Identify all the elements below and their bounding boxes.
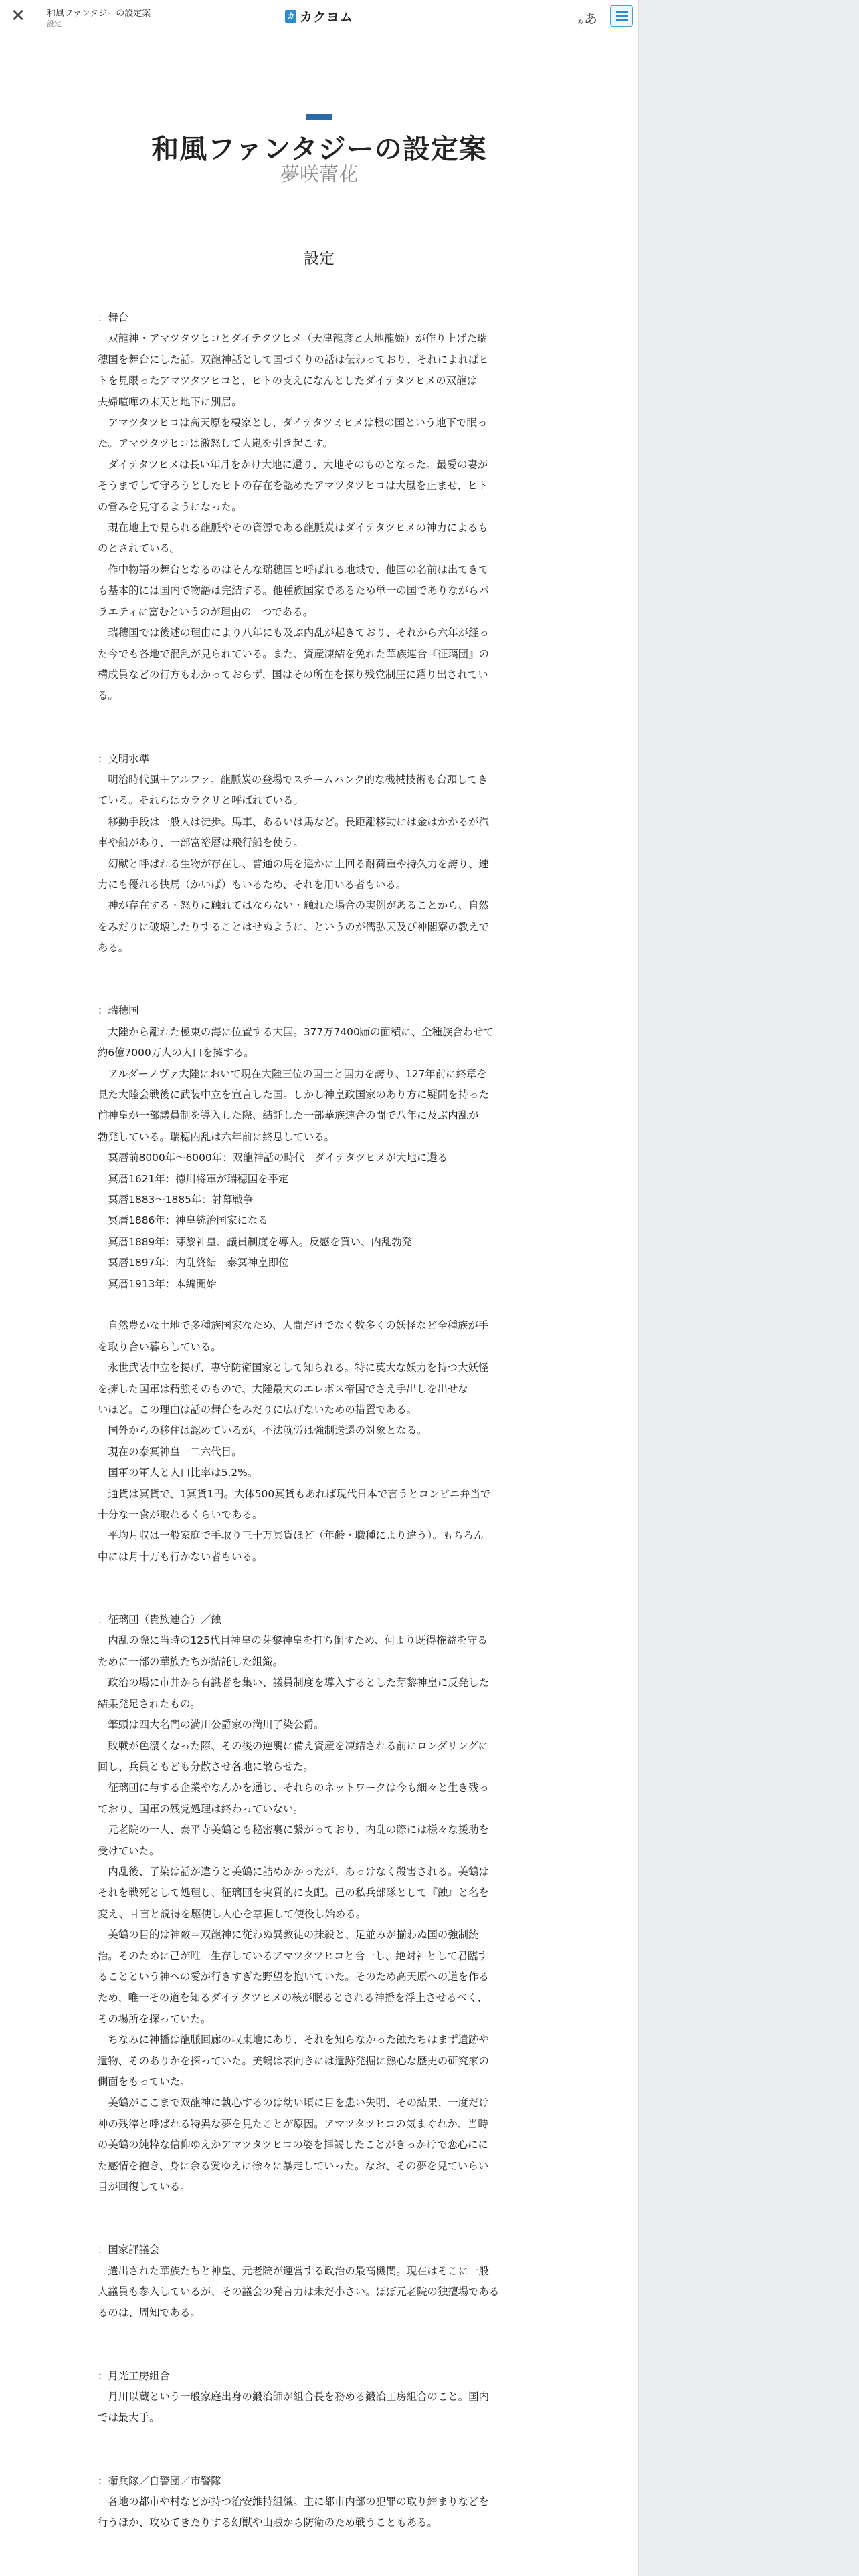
- body-line: た今でも各地で混乱が見られている。また、資産凍結を免れた華族連合『征璃団』の: [98, 647, 489, 660]
- body-line: 月川以蔵という一般家庭出身の鍛冶師が組合長を務める鍛冶工房組合のこと。国内: [98, 2391, 489, 2403]
- blank-line: [98, 2450, 541, 2470]
- body-line: ：舞台: [98, 312, 129, 324]
- episode-body: [98, 308, 541, 2534]
- body-line: 瑞穂国では後述の理由により八年にも及ぶ内乱が起きており、それから六年が経っ: [98, 627, 489, 639]
- body-line: 国軍の軍人と人口比率は5.2%。: [98, 1467, 258, 1479]
- body-line: ：月光工房組合: [98, 2369, 170, 2382]
- body-line: アルダーノヴァ大陸において現在大陸三位の国土と国力を誇り、127年前に終章を: [98, 1067, 487, 1080]
- body-line: 人議員も参入しているが、その議会の発言力は未だ小さい。ほぼ元老院の独擅場である: [98, 2286, 500, 2298]
- body-line: 神の残滓と呼ばれる特異な夢を見たことが原因。アマツタツヒコの気まぐれか、当時: [98, 2117, 488, 2130]
- body-line: も基本的には国内で物語は完結する。他種族国家であるため単一の国でありながらバ: [98, 584, 489, 597]
- body-line: 見た大陸会戦後に武装中立を宣言した国。しかし神皇政国家のあり方に疑問を持った: [98, 1088, 489, 1101]
- body-line: 永世武装中立を掲げ、専守防衛国家として知られる。特に莫大な妖力を持つ大妖怪: [98, 1362, 489, 1374]
- body-line: ている。それらはカラクリと呼ばれている。: [98, 794, 304, 807]
- body-line: ：瑞穂国: [98, 1004, 139, 1017]
- body-line: るのは、周知である。: [98, 2306, 201, 2319]
- body-line: それを戦死として処理し、征璃団を実質的に支配。己の私兵部隊として『蝕』と名を: [98, 1887, 489, 1899]
- body-line: 前神皇が一部議員制を導入した際、結託した一部華族連合の間で八年に及ぶ内乱が: [98, 1109, 479, 1122]
- blank-line: [98, 980, 541, 1000]
- blank-line: [98, 2429, 541, 2450]
- body-line: のとされている。: [98, 542, 181, 555]
- blank-line: [98, 1589, 541, 1610]
- body-line: を取り合い暮らしている。: [98, 1340, 221, 1353]
- blank-line: [98, 2219, 541, 2240]
- body-line: 現在の泰冥神皇一二六代目。: [98, 1445, 242, 1458]
- body-line: 自然豊かな土地で多種族国家なため、人間だけでなく数多くの妖怪など全種族が手: [98, 1319, 489, 1332]
- body-line: ており、国軍の残党処理は終わっていない。: [98, 1802, 304, 1815]
- body-line: 征璃団に与する企業やなんかを通じ、それらのネットワークは今も細々と生き残っ: [98, 1782, 489, 1794]
- body-line: を擁した国軍は精強そのもので、大陸最大のエレボス帝国でさえ手出しを出せな: [98, 1382, 468, 1395]
- body-line: の営みを見守るようになった。: [98, 500, 242, 513]
- body-line: た感情を抱き、身に余る愛ゆえに徐々に暴走していった。なお、その夢を見ていらい: [98, 2159, 489, 2172]
- sidebar: [638, 0, 859, 2576]
- body-line: ために一部の華族たちが結託した組織。: [98, 1655, 284, 1668]
- body-line: 冥暦1897年：内乱終結 泰冥神皇即位: [98, 1257, 289, 1269]
- body-line: 作中物語の舞台となるのはそんな瑞穂国と呼ばれる地域で、他国の名前は出てきて: [98, 563, 489, 576]
- kakuyomu-logo[interactable]: [285, 9, 353, 23]
- body-line: 内乱の際に当時の125代目神皇の芽黎神皇を打ち倒すため、何より既得権益を守る: [98, 1634, 488, 1647]
- body-line: ：文明水準: [98, 752, 149, 765]
- body-line: た。アマツタツヒコは激怒して大嵐を引き起こす。: [98, 437, 333, 450]
- body-line: ある。: [98, 942, 129, 954]
- body-line: 内乱後、了染は話が違うと美鶴に詰めかかったが、あっけなく殺害される。美鶴は: [98, 1865, 489, 1878]
- title-accent-bar: [306, 114, 332, 120]
- body-line: 行うほか、攻めてきたりする幻獣や山賊から防衛のため戦うこともある。: [98, 2516, 438, 2529]
- blank-line: [98, 707, 541, 728]
- body-line: 結果発足されたもの。: [98, 1697, 201, 1710]
- body-line: の美鶴の純粋な信仰ゆえかアマツタツヒコの姿を拝謁したことがきっかけで恋心にに: [98, 2139, 488, 2151]
- reader-header: [0, 0, 638, 35]
- body-line: 力にも優れる快馬（かいば）もいるため、それを用いる者もいる。: [98, 878, 407, 891]
- body-line: 中には月十万も行かない者もいる。: [98, 1550, 263, 1563]
- body-line: ることという神への愛が行きすぎた野望を抱いていた。そのため高天原への道を作る: [98, 1970, 489, 1983]
- toc-menu-button[interactable]: [610, 5, 633, 27]
- body-line: 受けていた。: [98, 1844, 160, 1857]
- blank-line: [98, 959, 541, 980]
- body-line: 穂国を舞台にした話。双龍神話として国づくりの話は伝わっており、それによればヒ: [98, 353, 489, 366]
- body-line: 冥暦1886年：神皇統治国家になる: [98, 1214, 268, 1227]
- body-line: ちなみに神播は龍脈回廊の収束地にあり、それを知らなかった蝕たちはまず遺跡や: [98, 2034, 489, 2046]
- body-line: いほど。この理由は話の舞台をみだりに広げないための措置である。: [98, 1404, 417, 1416]
- body-line: 平均月収は一般家庭で手取り三十万冥貨ほど（年齢・職種により違う）。もちろん: [98, 1529, 484, 1542]
- body-line: ：衛兵隊／自警団／市警隊: [98, 2474, 221, 2487]
- body-line: 神が存在する・怒りに触れてはならない・触れた場合の実例があることから、自然: [98, 899, 489, 912]
- body-line: 幻獣と呼ばれる生物が存在し、普通の馬を遥かに上回る耐荷重や持久力を誇り、速: [98, 857, 489, 870]
- body-line: 美鶴がここまで双龍神に執心するのは幼い頃に目を患い失明、その結果、一度だけ: [98, 2097, 489, 2109]
- blank-line: [98, 2324, 541, 2345]
- work-title: 和風ファンタジーの設定案: [151, 133, 487, 165]
- body-line: 国外からの移住は認めているが、不法就労は強制送還の対象となる。: [98, 1424, 427, 1437]
- body-line: では最大手。: [98, 2411, 160, 2424]
- body-line: 美鶴の目的は神敵＝双龍神に従わぬ異教徒の抹殺と、足並みが揃わぬ国の強制統: [98, 1929, 479, 1941]
- body-line: 政治の場に市井から有識者を集い、議員制度を導入するとした芽黎神皇に反発した: [98, 1677, 489, 1689]
- body-line: る。: [98, 689, 118, 702]
- body-line: ：征璃団（貴族連合）／蝕: [98, 1614, 221, 1626]
- header-work-title[interactable]: 和風ファンタジーの設定案: [47, 9, 151, 19]
- author-name[interactable]: 夢咲蕾花: [280, 163, 358, 185]
- episode-title: 設定: [304, 250, 335, 267]
- body-line: 遺物、そのありかを探っていた。美鶴は表向きには遺跡発掘に熱心な歴史の研究家の: [98, 2054, 489, 2067]
- body-line: 冥暦1889年：芽黎神皇、議員制度を導入。反感を買い、内乱勃発: [98, 1235, 413, 1248]
- logo-text: カクヨム: [300, 9, 354, 25]
- body-line: 現在地上で見られる龍脈やその資源である龍脈炭はダイテタツヒメの神力によるも: [98, 522, 488, 534]
- body-line: 移動手段は一般人は徒歩。馬車、あるいは馬など。長距離移動には金はかかるが汽: [98, 815, 489, 828]
- body-line: そうまでして守ろうとしたヒトの存在を認めたアマツタツヒコは大嵐を止ませ、ヒト: [98, 479, 488, 492]
- body-line: 構成員などの行方もわかっておらず、国はその所在を探り残党制圧に躍り出されてい: [98, 668, 488, 681]
- body-line: 冥暦前8000年〜6000年：双龍神話の時代 ダイテタツヒメが大地に還る: [98, 1152, 448, 1164]
- body-line: 筆頭は四大名門の満川公爵家の満川了染公爵。: [98, 1719, 324, 1731]
- body-line: トを見限ったアマツタツヒコと、ヒトの支えになんとしたダイテタツヒメの双龍は: [98, 374, 477, 387]
- body-line: 冥暦1621年：徳川将軍が瑞穂国を平定: [98, 1172, 289, 1185]
- body-line: をみだりに破壊したりすることはせぬように、というのが儒弘天及び神閣寮の教えで: [98, 920, 489, 933]
- blank-line: [98, 2197, 541, 2218]
- body-line: その場所を探っていた。: [98, 2012, 211, 2025]
- body-line: 変え、甘言と説得を駆使し人心を掌握して使役し始める。: [98, 1907, 367, 1920]
- close-icon[interactable]: ✕: [11, 6, 25, 26]
- body-line: ため、唯一その道を知るダイテタツヒメの核が眠るとされる神播を浮上させるべく、: [98, 1992, 488, 2004]
- body-line: 元老院の一人、泰平寺美鶴とも秘密裏に繋がっており、内乱の際には様々な援助を: [98, 1824, 489, 1836]
- body-line: 各地の都市や村などが持つ治安維持組織。主に都市内部の犯罪の取り締まりなどを: [98, 2496, 489, 2508]
- body-line: 回し、兵員ともども分散させ各地に散らせた。: [98, 1760, 314, 1773]
- body-line: 側面をもっていた。: [98, 2076, 191, 2088]
- blank-line: [98, 728, 541, 748]
- body-line: 十分な一食が取れるくらいである。: [98, 1509, 263, 1521]
- font-size-glyph: あ: [584, 11, 597, 27]
- logo-mark-icon: カ: [285, 10, 296, 23]
- body-line: 通貨は冥貨で、1冥貨1円。大体500冥貨もあれば現代日本で言うとコンビニ弁当で: [98, 1487, 491, 1500]
- body-line: 治。そのために己が唯一生存しているアマツタツヒコと合一し、絶対神として君臨す: [98, 1949, 488, 1962]
- body-line: 約6億7000万人の人口を擁する。: [98, 1047, 254, 1059]
- body-line: 冥暦1913年：本編開始: [98, 1277, 217, 1290]
- body-line: 車や船があり、一部富裕層は飛行船を使う。: [98, 837, 304, 849]
- body-line: 双龍神・アマツタツヒコとダイテタツヒメ（天津龍彦と大地龍姫）が作り上げた瑞: [98, 332, 488, 345]
- blank-line: [98, 1295, 541, 1315]
- body-line: ダイテタツヒメは長い年月をかけ大地に還り、大地そのものとなった。最愛の妻が: [98, 458, 488, 471]
- body-line: 夫婦喧嘩の末天と地下に別居。: [98, 395, 242, 408]
- font-size-small-glyph: ぁ: [577, 17, 584, 25]
- body-line: 敗戦が色濃くなった際、その後の逆襲に備え資産を凍結される前にロンダリングに: [98, 1739, 488, 1752]
- font-size-button[interactable]: [577, 8, 597, 27]
- header-episode-title: 設定: [47, 19, 62, 28]
- body-line: ラエティに富むというのが理由の一つである。: [98, 605, 313, 618]
- body-line: 目が回復している。: [98, 2181, 191, 2193]
- body-line: 大陸から離れた極東の海に位置する大国。377万7400㎢の面積に、全種族合わせて: [98, 1025, 494, 1038]
- body-line: アマツタツヒコは高天原を棲家とし、ダイテタツミヒメは根の国という地下で眠っ: [98, 417, 488, 429]
- blank-line: [98, 2345, 541, 2365]
- body-line: 勃発している。瑞穂内乱は六年前に終息している。: [98, 1130, 335, 1143]
- body-line: 冥暦1883〜1885年：討幕戦争: [98, 1194, 254, 1206]
- body-line: ：国家評議会: [98, 2244, 160, 2256]
- body-line: 選出された華族たちと神皇、元老院が運営する政治の最高機関。現在はそこに一般: [98, 2264, 489, 2277]
- body-line: 明治時代風＋アルファ。龍脈炭の登場でスチームパンク的な機械技術も台頭してき: [98, 773, 488, 786]
- blank-line: [98, 1568, 541, 1588]
